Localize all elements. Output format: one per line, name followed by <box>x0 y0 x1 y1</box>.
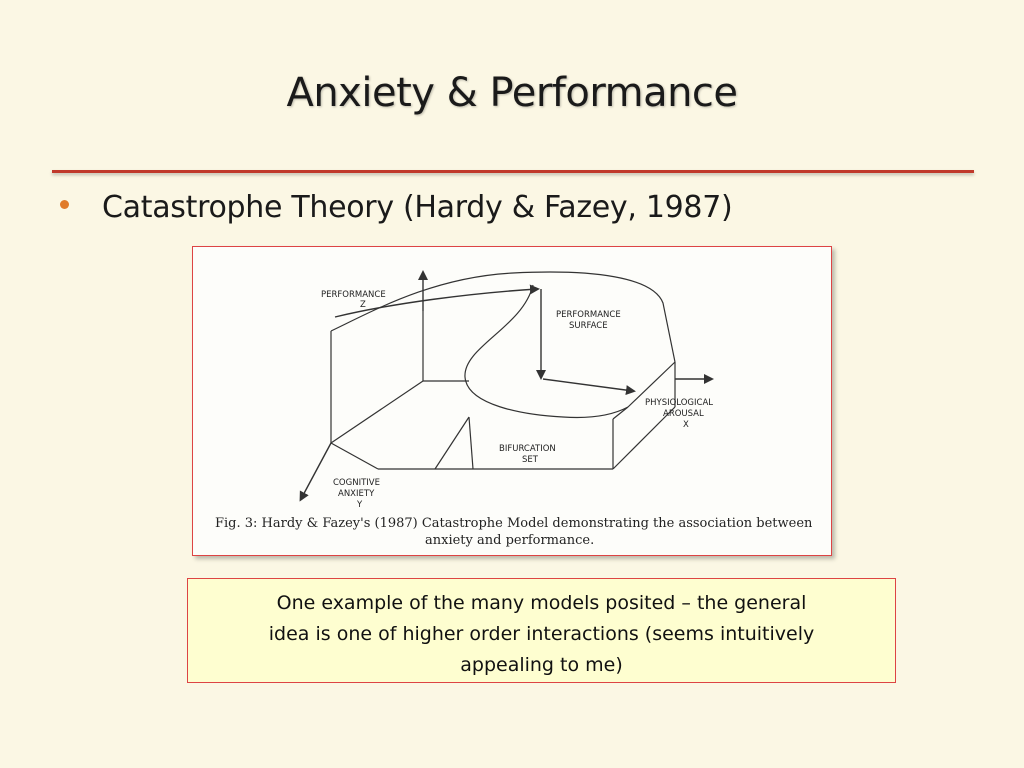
figure-caption <box>215 515 815 549</box>
lower-path-arrow <box>543 379 633 391</box>
callout-line-3: appealing to me) <box>460 654 623 676</box>
label-physiological: PHYSIOLOGICAL <box>645 398 714 408</box>
caption-line-2: anxiety and performance. <box>425 533 595 548</box>
box-edge-left-bottom <box>331 381 423 443</box>
commentary-callout <box>187 578 896 683</box>
label-anxiety: ANXIETY <box>338 489 375 499</box>
label-bifurcation: BIFURCATION <box>499 444 556 454</box>
surface-top-edge <box>331 272 675 362</box>
label-performance-surface-1: PERFORMANCE <box>556 310 621 320</box>
label-performance: PERFORMANCE <box>321 290 386 300</box>
bullet-dot-icon <box>60 200 69 209</box>
bifurcation-line-left <box>435 417 469 469</box>
label-performance-surface-2: SURFACE <box>569 321 608 331</box>
title-divider <box>52 170 974 173</box>
callout-line-2: idea is one of higher order interactions (seems intuitively <box>268 623 815 645</box>
caption-line-1: Fig. 3: Hardy & Fazey's (1987) Catastrophe Model demonstrating the association between <box>215 516 813 531</box>
label-set: SET <box>522 455 538 465</box>
label-arousal: AROUSAL <box>663 409 704 419</box>
label-z: Z <box>360 300 366 310</box>
surface-fold-curve <box>465 285 628 418</box>
label-x: X <box>683 420 689 430</box>
bifurcation-line-right <box>469 417 473 469</box>
catastrophe-diagram <box>193 247 833 557</box>
callout-line-1: One example of the many models posited – the general <box>276 592 807 614</box>
bullet-text: Catastrophe Theory (Hardy & Fazey, 1987) <box>102 190 733 225</box>
cognitive-anxiety-axis-arrow <box>301 443 331 499</box>
catastrophe-model-figure <box>192 246 832 556</box>
floor-left-edge <box>331 443 378 469</box>
slide-title: Anxiety & Performance <box>286 70 738 116</box>
surface-right-corner <box>613 407 628 419</box>
label-cognitive: COGNITIVE <box>333 478 380 488</box>
label-y: Y <box>357 500 363 510</box>
